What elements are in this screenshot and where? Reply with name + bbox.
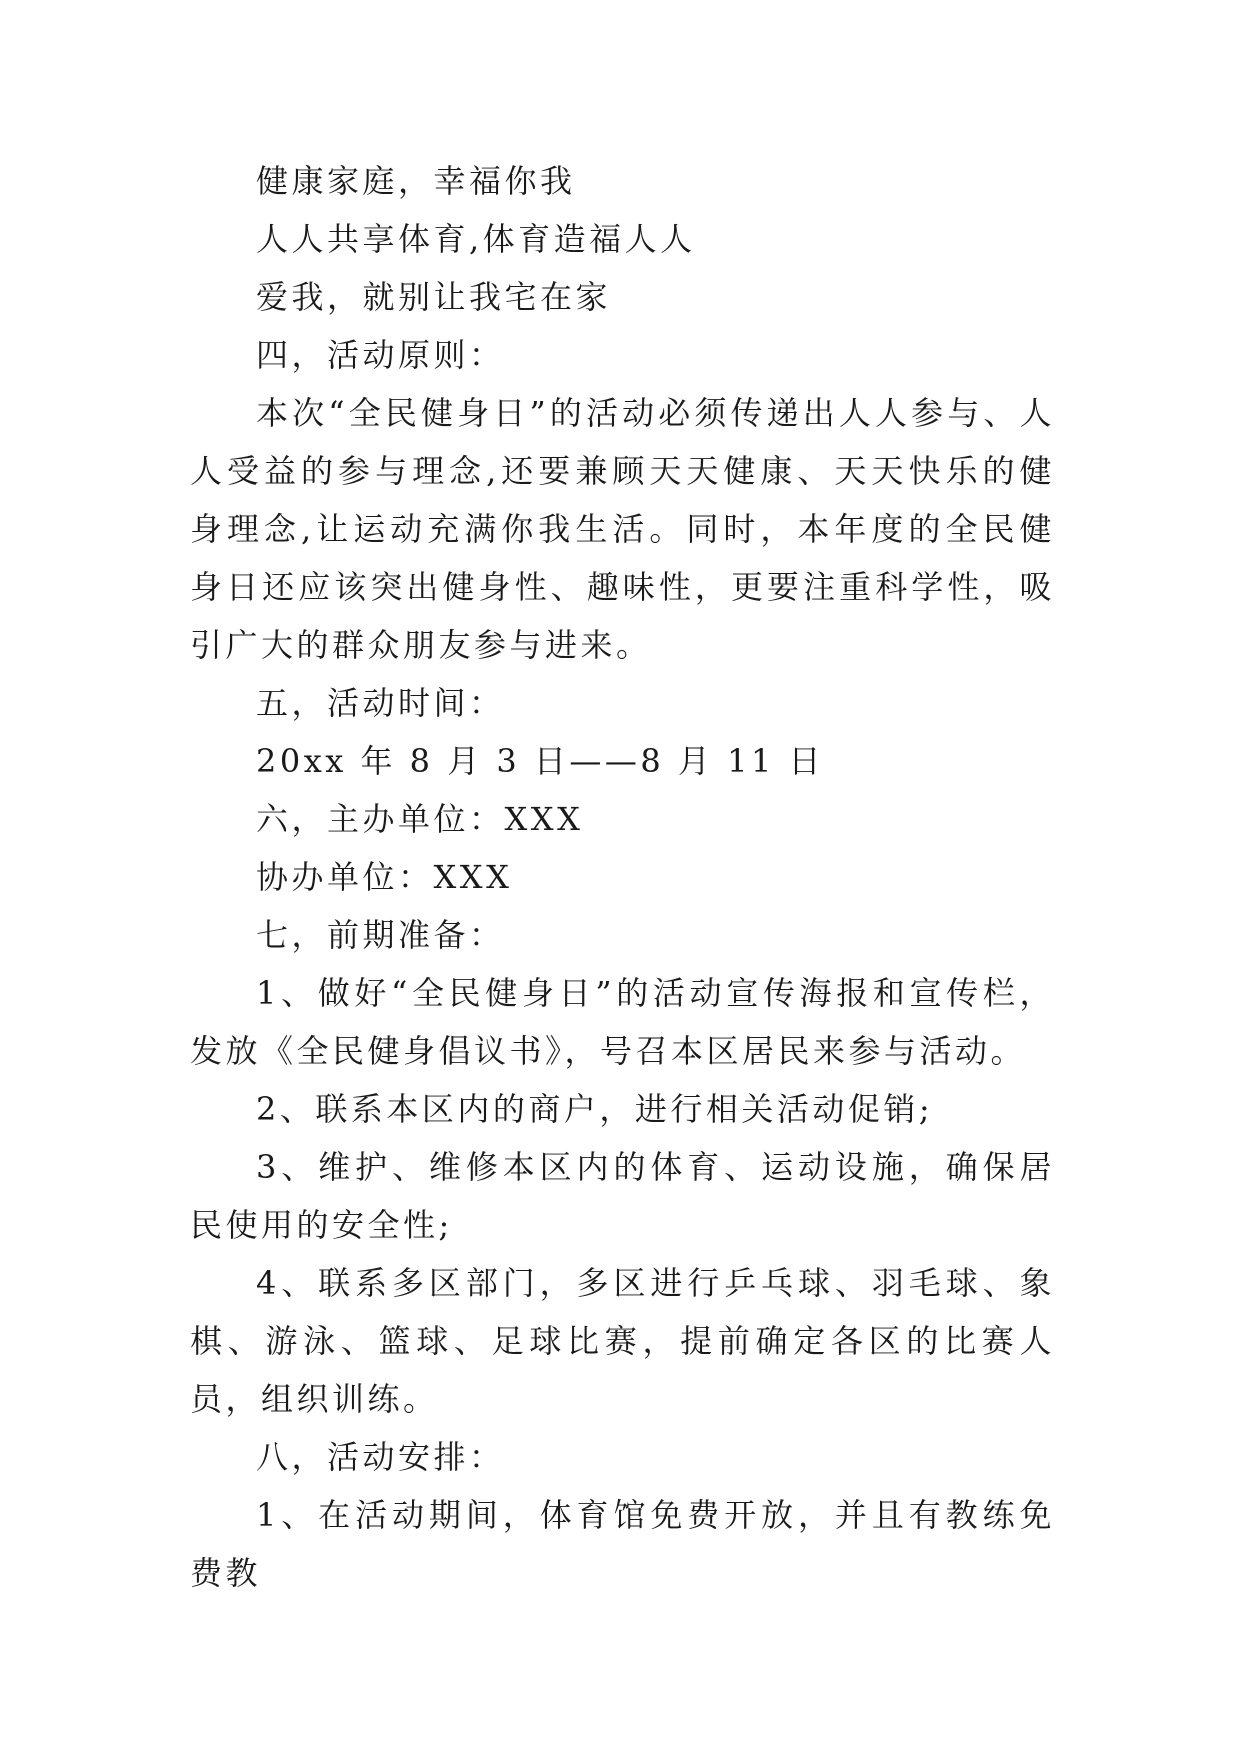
co-organizer-line: 协办单位：XXX — [256, 858, 513, 896]
activity-date: 20xx 年 8 月 3 日——8 月 11 日 — [256, 742, 824, 780]
section-heading-arrangement: 八，活动安排： — [256, 1438, 505, 1476]
slogan-paragraph: 爱我，就别让我宅在家 — [256, 278, 612, 316]
principles-paragraph: 本次“全民健身日”的活动必须传递出人人参与、人人受益的参与理念,还要兼顾天天健康、天天快乐的健身理念,让运动充满你我生活。同时，本年度的全民健身日还应该突出健身性、趣味性，更要注重科学性，吸引广大的群众朋友参与进来。 — [190, 394, 1055, 664]
arrangement-item: 1、在活动期间，体育馆免费开放，并且有教练免费教 — [190, 1496, 1055, 1592]
section-heading-principles: 四，活动原则： — [256, 336, 505, 374]
preparation-item: 3、维护、维修本区内的体育、运动设施，确保居民使用的安全性; — [190, 1148, 1055, 1244]
preparation-item: 2、联系本区内的商户，进行相关活动促销; — [256, 1090, 934, 1128]
preparation-item: 4、联系多区部门，多区进行乒乓球、羽毛球、象棋、游泳、篮球、足球比赛，提前确定各区的比赛人员，组织训练。 — [190, 1264, 1055, 1418]
slogan-paragraph: 人人共享体育,体育造福人人 — [256, 220, 696, 258]
section-heading-time: 五，活动时间： — [256, 684, 505, 722]
slogan-paragraph: 健康家庭，幸福你我 — [256, 162, 576, 200]
document-body — [190, 152, 1055, 1602]
section-heading-preparation: 七，前期准备： — [256, 916, 505, 954]
organizer-line: 六，主办单位：XXX — [256, 800, 584, 838]
preparation-item: 1、做好“全民健身日”的活动宣传海报和宣传栏，发放《全民健身倡议书》，号召本区居民来参与活动。 — [190, 974, 1055, 1070]
